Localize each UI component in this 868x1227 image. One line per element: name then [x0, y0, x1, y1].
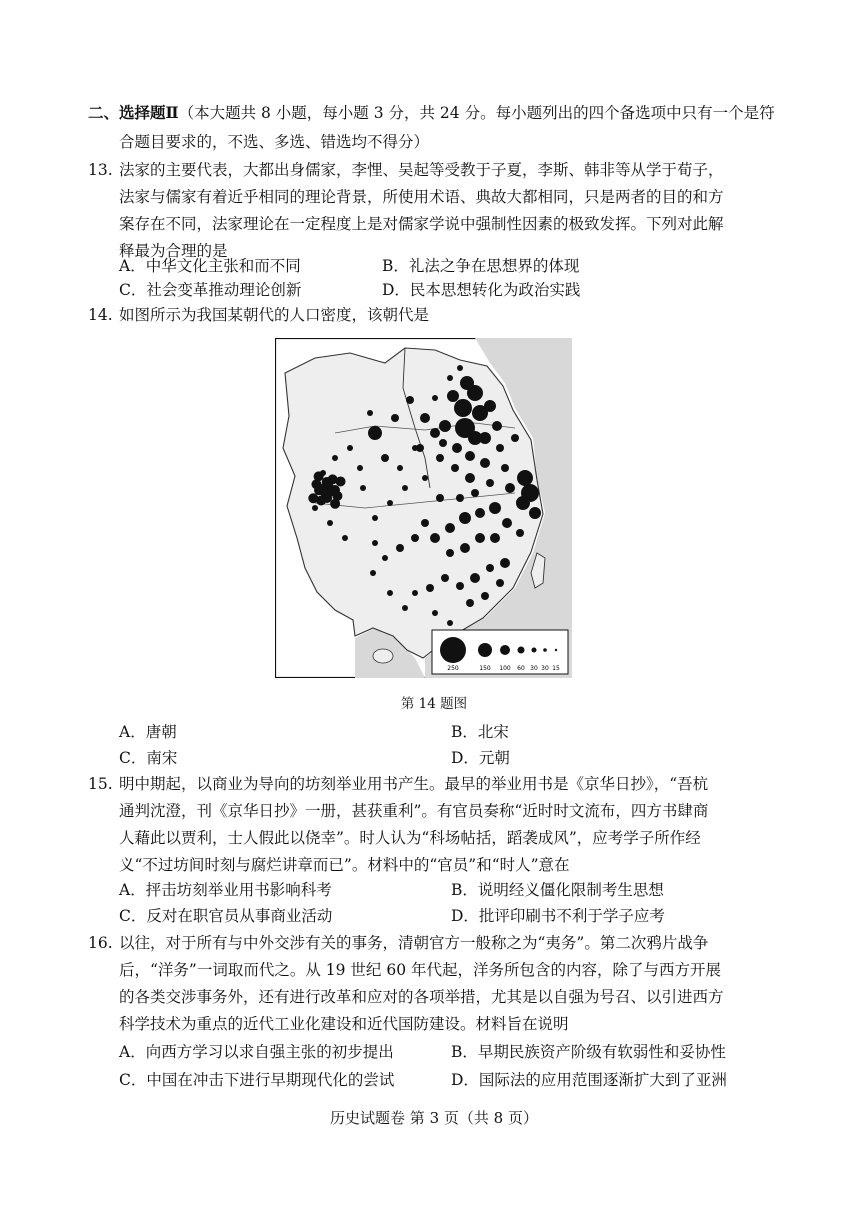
population-dot	[481, 592, 489, 600]
q15-option-a[interactable]: A．抨击坊刻举业用书影响科考	[119, 881, 332, 899]
q16-option-c[interactable]: C．中国在冲击下进行早期现代化的尝试	[119, 1071, 395, 1089]
population-dot	[511, 434, 519, 442]
population-dot	[496, 444, 504, 452]
population-dot	[372, 540, 378, 546]
legend-label-60: 60	[517, 665, 525, 672]
q16-line-2: 后，“洋务”一词取而代之。从 19 世纪 60 年代起，洋务所包含的内容，除了与西方开展	[119, 961, 722, 979]
population-dot	[347, 445, 353, 451]
population-dot	[367, 410, 373, 416]
legend-dot-250	[440, 637, 466, 663]
q14-number: 14.	[88, 306, 113, 324]
legend-dot-150	[478, 643, 492, 657]
population-dot	[456, 582, 464, 590]
q13-line-4: 释最为合理的是	[119, 242, 228, 260]
population-dot	[486, 564, 494, 572]
population-dot	[412, 445, 418, 451]
population-dot	[412, 590, 418, 596]
legend-dot-30b	[543, 648, 547, 652]
population-density-map	[275, 338, 572, 678]
population-dot	[446, 549, 454, 557]
population-dot	[475, 533, 485, 543]
legend-label-250: 250	[447, 665, 459, 672]
population-dot	[486, 479, 494, 487]
population-dot	[360, 485, 366, 491]
population-dot	[372, 515, 378, 521]
q16-line-4: 科学技术为重点的近代工业化建设和近代国防建设。材料旨在说明	[119, 1015, 569, 1033]
population-dot	[505, 483, 515, 493]
section-header	[88, 103, 775, 123]
population-dot	[496, 579, 504, 587]
population-dot	[308, 493, 318, 503]
population-dot	[516, 496, 530, 510]
population-dot	[368, 426, 382, 440]
q14-option-a[interactable]: A．唐朝	[119, 723, 177, 741]
population-dot	[387, 590, 393, 596]
q15-line-3: 人藉此以贾利，士人假此以侥幸”。时人认为“科场帖括，蹈袭成风”，应考学子所作经	[119, 829, 701, 847]
figure-caption: 第 14 题图	[400, 696, 468, 712]
q13-option-c[interactable]: C．社会变革推动理论创新	[119, 281, 302, 299]
population-dot	[430, 428, 440, 438]
legend-label-150: 150	[479, 665, 491, 672]
q15-line-1: 明中期起，以商业为导向的坊刻举业用书产生。最早的举业用书是《京华日抄》，“吾杭	[119, 775, 709, 793]
population-dot	[422, 475, 428, 481]
population-dot	[382, 555, 388, 561]
population-dot	[466, 599, 474, 607]
q15-line-2: 通判沈澄，刊《京华日抄》一册，甚获重利”。有官员奏称“近时时文流布，四方书肆商	[119, 802, 709, 820]
legend-dot-30a	[532, 648, 537, 653]
population-dot	[441, 574, 449, 582]
population-dot	[420, 413, 430, 423]
q15-line-4: 义“不过坊间时刻与腐烂讲章而已”。材料中的“官员”和“时人”意在	[119, 856, 570, 874]
population-dot	[357, 465, 363, 471]
q13-option-d[interactable]: D．民本思想转化为政治实践	[382, 281, 581, 299]
population-dot	[460, 543, 470, 553]
q14-text: 如图所示为我国某朝代的人口密度，该朝代是	[119, 306, 430, 324]
q16-option-d[interactable]: D．国际法的应用范围逐渐扩大到了亚洲	[451, 1071, 727, 1089]
q15-number: 15.	[88, 775, 113, 793]
population-dot	[475, 508, 485, 518]
q15-option-d[interactable]: D．批评印刷书不利于学子应考	[451, 907, 665, 925]
legend-dot-60	[518, 647, 525, 654]
population-dot	[502, 518, 512, 528]
population-dot	[456, 494, 464, 502]
population-dot	[381, 454, 389, 462]
population-dot	[327, 520, 333, 526]
population-dot	[484, 400, 496, 412]
section-title: 二、选择题Ⅱ	[88, 103, 179, 122]
population-dot	[479, 432, 491, 444]
q16-option-a[interactable]: A．向西方学习以求自强主张的初步提出	[119, 1043, 394, 1061]
q15-option-c[interactable]: C．反对在职官员从事商业活动	[119, 907, 333, 925]
hainan	[373, 649, 393, 663]
legend-label-15: 15	[552, 665, 560, 672]
population-dot	[439, 420, 451, 432]
q14-option-d[interactable]: D．元朝	[451, 749, 510, 767]
population-dot	[402, 605, 408, 611]
population-dot	[517, 470, 533, 486]
page-footer: 历史试题卷 第 3 页（共 8 页）	[330, 1109, 538, 1127]
population-dot	[336, 476, 346, 486]
population-dot	[516, 529, 524, 537]
legend-label-30b: 30	[541, 665, 549, 672]
legend-label-30a: 30	[530, 665, 538, 672]
population-dot	[447, 375, 453, 381]
population-dot	[436, 454, 444, 462]
population-dot	[319, 482, 335, 498]
population-dot	[387, 500, 393, 506]
q15-option-b[interactable]: B．说明经义僵化限制考生思想	[451, 881, 664, 899]
legend-dot-15	[555, 649, 557, 651]
population-dot	[330, 499, 340, 509]
population-dot	[501, 464, 509, 472]
population-dot	[465, 473, 475, 483]
population-dot	[451, 464, 459, 472]
population-dot	[470, 573, 480, 583]
population-dot	[467, 385, 483, 401]
q13-line-1: 法家的主要代表，大都出身儒家，李悝、吴起等受教于子夏，李斯、韩非等从学于荀子，	[119, 161, 724, 179]
q14-option-c[interactable]: C．南宋	[119, 749, 178, 767]
population-dot	[391, 414, 399, 422]
population-dot	[411, 534, 419, 542]
population-dot	[465, 451, 475, 461]
population-dot	[436, 494, 444, 502]
population-dot	[500, 558, 510, 568]
population-dot	[406, 396, 414, 404]
population-dot	[439, 439, 447, 447]
population-dot	[454, 399, 472, 417]
population-dot	[447, 390, 459, 402]
population-dot	[432, 610, 438, 616]
population-dot	[426, 584, 434, 592]
population-dot	[492, 421, 502, 431]
population-dot	[459, 512, 471, 524]
q13-option-a[interactable]: A．中华文化主张和而不同	[119, 257, 301, 275]
population-dot	[447, 620, 453, 626]
q16-line-1: 以往，对于所有与中外交涉有关的事务，清朝官方一般称之为“夷务”。第二次鸦片战争	[119, 934, 709, 952]
population-dot	[445, 523, 455, 533]
population-dot	[452, 443, 462, 453]
population-dot	[314, 471, 324, 481]
q14-option-b[interactable]: B．北宋	[451, 723, 509, 741]
population-dot	[370, 570, 376, 576]
population-dot	[471, 489, 479, 497]
population-dot	[432, 395, 438, 401]
legend-dot-100	[500, 645, 510, 655]
population-dot	[430, 533, 440, 543]
population-dot	[480, 458, 490, 468]
population-dot	[489, 502, 501, 514]
population-dot	[529, 507, 541, 519]
population-dot	[396, 544, 404, 552]
population-dot	[312, 505, 318, 511]
section-desc-1: （本大题共 8 小题，每小题 3 分，共 24 分。每小题列出的四个备选项中只有一个是符	[178, 104, 775, 122]
population-dot	[397, 465, 403, 471]
q16-line-3: 的各类交涉事务外，还有进行改革和应对的各项举措，尤其是以自强为号召、以引进西方	[119, 988, 724, 1006]
q16-number: 16.	[88, 934, 113, 952]
population-dot	[421, 519, 429, 527]
legend-label-100: 100	[499, 665, 511, 672]
population-dot	[490, 533, 500, 543]
population-dot	[342, 535, 348, 541]
population-dot	[457, 365, 463, 371]
population-dot	[332, 455, 338, 461]
q16-option-b[interactable]: B．早期民族资产阶级有软弱性和妥协性	[451, 1043, 726, 1061]
q13-option-b[interactable]: B．礼法之争在思想界的体现	[382, 257, 580, 275]
q13-line-2: 法家与儒家有着近乎相同的理论背景，所使用术语、典故大都相同，只是两者的目的和方	[119, 188, 724, 206]
section-desc-2: 合题目要求的，不选、多选、错选均不得分）	[119, 133, 430, 151]
q13-number: 13.	[88, 161, 113, 179]
population-dot	[402, 485, 408, 491]
q13-line-3: 案存在不同，法家理论在一定程度上是对儒家学说中强制性因素的极致发挥。下列对此解	[119, 215, 724, 233]
